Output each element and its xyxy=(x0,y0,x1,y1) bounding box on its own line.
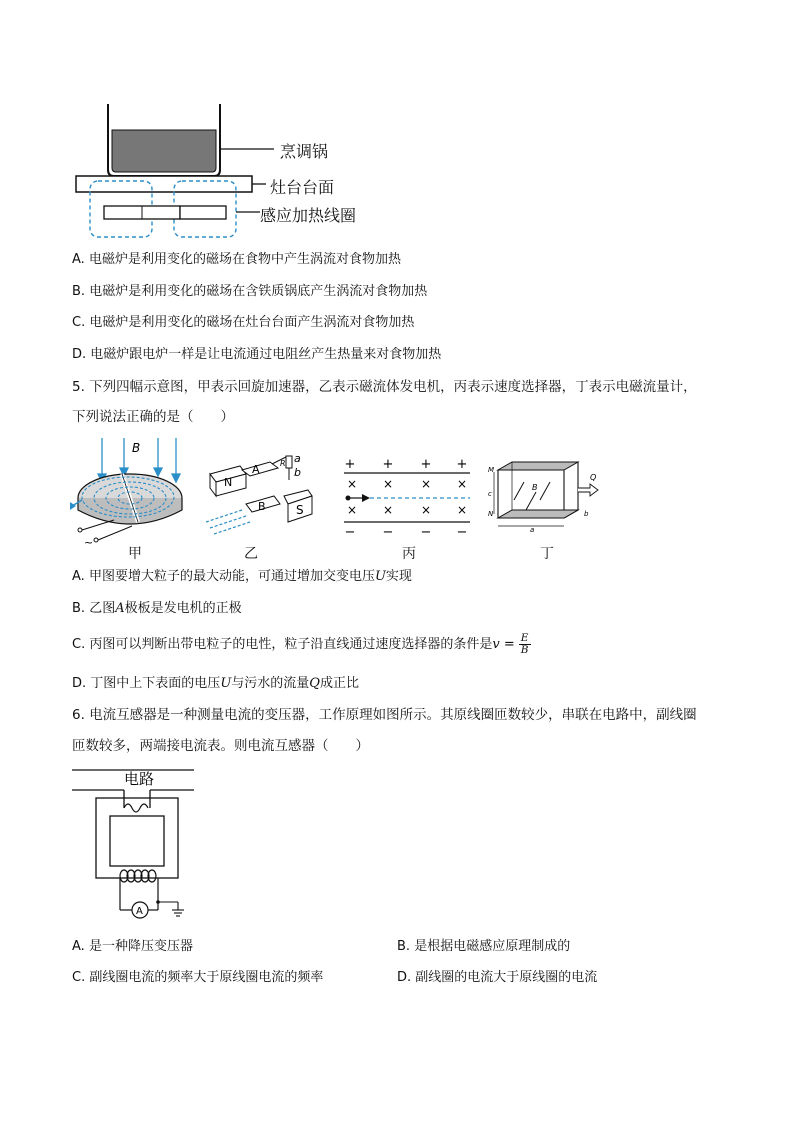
q6-option-d[interactable] xyxy=(397,969,597,987)
q5-option-c[interactable] xyxy=(72,630,531,660)
q6-option-c[interactable] xyxy=(72,969,323,987)
label-circuit: 电路 xyxy=(124,770,155,788)
caption-yi: 乙 xyxy=(244,546,258,562)
ammeter-label: A xyxy=(136,906,143,917)
option-text: 丙图可以判断出带电粒子的电性，粒子沿直线通过速度选择器的条件是 xyxy=(89,637,493,652)
label-stove-surface: 灶台台面 xyxy=(270,178,335,197)
fraction-denominator: B xyxy=(520,644,529,656)
label-pot: 烹调锅 xyxy=(280,142,329,161)
variable-v: v xyxy=(492,637,500,652)
option-letter: A. xyxy=(72,569,85,584)
option-text: 是一种降压变压器 xyxy=(88,939,193,954)
question-number: 5. xyxy=(72,379,85,395)
plus-sign: + xyxy=(456,457,468,472)
cross-mark: × xyxy=(346,477,358,491)
pot-contents xyxy=(112,130,216,172)
label-b: b xyxy=(294,466,301,479)
variable-U: U xyxy=(374,569,386,584)
option-text: 副线圈的电流大于原线圈的电流 xyxy=(415,970,598,985)
minus-sign: − xyxy=(420,525,432,538)
option-letter: B. xyxy=(72,601,86,616)
option-text: 电磁炉跟电炉一样是让电流通过电阻丝产生热量来对食物加热 xyxy=(90,347,442,362)
option-text-tail: 成正比 xyxy=(319,676,359,691)
option-text: 副线圈电流的频率大于原线圈电流的频率 xyxy=(89,970,324,985)
option-letter: A. xyxy=(72,252,85,267)
option-text-mid: 与污水的流量 xyxy=(231,676,310,691)
option-text: 电磁炉是利用变化的磁场在食物中产生涡流对食物加热 xyxy=(88,252,401,267)
label-N-flow: N xyxy=(488,510,494,518)
option-text: 电磁炉是利用变化的磁场在含铁质锅底产生涡流对食物加热 xyxy=(89,284,428,299)
label-R: R xyxy=(280,459,286,468)
minus-sign: − xyxy=(382,525,394,538)
cyclotron-figure xyxy=(62,434,192,546)
plus-sign: + xyxy=(344,457,356,472)
fraction-E-over-B xyxy=(519,633,531,656)
minus-sign: − xyxy=(344,525,356,538)
q5-stem-line2: 下列说法正确的是（ ） xyxy=(72,409,234,425)
minus-sign: − xyxy=(456,525,468,538)
option-text: 电磁炉是利用变化的磁场在灶台台面产生涡流对食物加热 xyxy=(89,315,415,330)
cross-mark: × xyxy=(420,477,432,491)
option-text-tail: 极板是发电机的正极 xyxy=(124,601,242,616)
label-heating-coil: 感应加热线圈 xyxy=(260,206,357,225)
caption-bing: 丙 xyxy=(402,546,416,562)
q5-stem-line1 xyxy=(72,378,697,396)
question-stem: 电流互感器是一种测量电流的变压器，工作原理如图所示。其原线圈匝数较少，串联在电路中，副线圈 xyxy=(89,707,697,723)
label-b-flow: b xyxy=(584,510,589,518)
option-text: 是根据电磁感应原理制成的 xyxy=(414,939,571,954)
q6-stem-line2: 匝数较多，两端接电流表。则电流互感器（ ） xyxy=(72,738,369,754)
option-text: 乙图 xyxy=(89,601,116,616)
label-B: B xyxy=(132,441,141,455)
label-Q: Q xyxy=(590,473,597,482)
q6-option-a[interactable] xyxy=(72,938,193,956)
cross-mark: × xyxy=(456,503,468,517)
caption-ding: 丁 xyxy=(540,546,554,562)
q4-option-a[interactable] xyxy=(72,251,401,269)
option-letter: D. xyxy=(72,347,87,362)
coil-right xyxy=(180,206,226,219)
option-letter: D. xyxy=(72,676,87,691)
option-letter: C. xyxy=(72,637,86,652)
cross-mark: × xyxy=(382,477,394,491)
cross-mark: × xyxy=(456,477,468,491)
q5-option-b[interactable] xyxy=(72,600,242,618)
q4-option-b[interactable] xyxy=(72,283,427,301)
fraction-numerator: E xyxy=(519,633,531,645)
label-M: M xyxy=(488,466,495,474)
cross-mark: × xyxy=(346,503,358,517)
label-plate-A: A xyxy=(252,463,260,476)
label-a: a xyxy=(294,452,301,465)
mhd-generator-figure xyxy=(200,452,320,544)
plus-sign: + xyxy=(382,457,394,472)
variable-Q: Q xyxy=(309,676,320,691)
q5-option-d[interactable] xyxy=(72,675,359,693)
option-letter: C. xyxy=(72,970,86,985)
option-text-tail: 实现 xyxy=(385,569,412,584)
variable-A: A xyxy=(115,601,125,616)
option-letter: B. xyxy=(72,284,86,299)
option-letter: D. xyxy=(397,970,412,985)
option-letter: C. xyxy=(72,315,86,330)
label-N: N xyxy=(224,476,233,489)
q6-stem-line1 xyxy=(72,706,697,724)
q5-option-a[interactable] xyxy=(72,568,412,586)
option-text: 甲图要增大粒子的最大动能，可通过增加交变电压 xyxy=(88,569,375,584)
cross-mark: × xyxy=(420,503,432,517)
label-B-flow: B xyxy=(532,483,538,492)
label-tilde: ~ xyxy=(84,536,94,546)
option-letter: B. xyxy=(397,939,411,954)
q4-option-d[interactable] xyxy=(72,346,441,364)
label-S: S xyxy=(296,503,304,517)
plus-sign: + xyxy=(420,457,432,472)
q4-option-c[interactable] xyxy=(72,314,414,332)
question-number: 6. xyxy=(72,707,85,723)
variable-U: U xyxy=(220,676,232,691)
question-stem: 下列四幅示意图，甲表示回旋加速器，乙表示磁流体发电机，丙表示速度选择器，丁表示电磁流量计， xyxy=(89,379,697,395)
velocity-selector-figure xyxy=(340,456,474,538)
label-a-flow: a xyxy=(530,526,535,534)
option-letter: A. xyxy=(72,939,85,954)
equals-sign: = xyxy=(503,637,515,652)
option-text: 丁图中上下表面的电压 xyxy=(90,676,221,691)
q6-option-b[interactable] xyxy=(397,938,570,956)
current-transformer-figure xyxy=(70,764,200,924)
flowmeter-figure xyxy=(486,458,602,534)
stove-surface xyxy=(76,176,252,192)
cross-mark: × xyxy=(382,503,394,517)
caption-jia: 甲 xyxy=(128,546,142,562)
label-plate-B: B xyxy=(258,500,266,513)
label-c: c xyxy=(488,490,492,498)
